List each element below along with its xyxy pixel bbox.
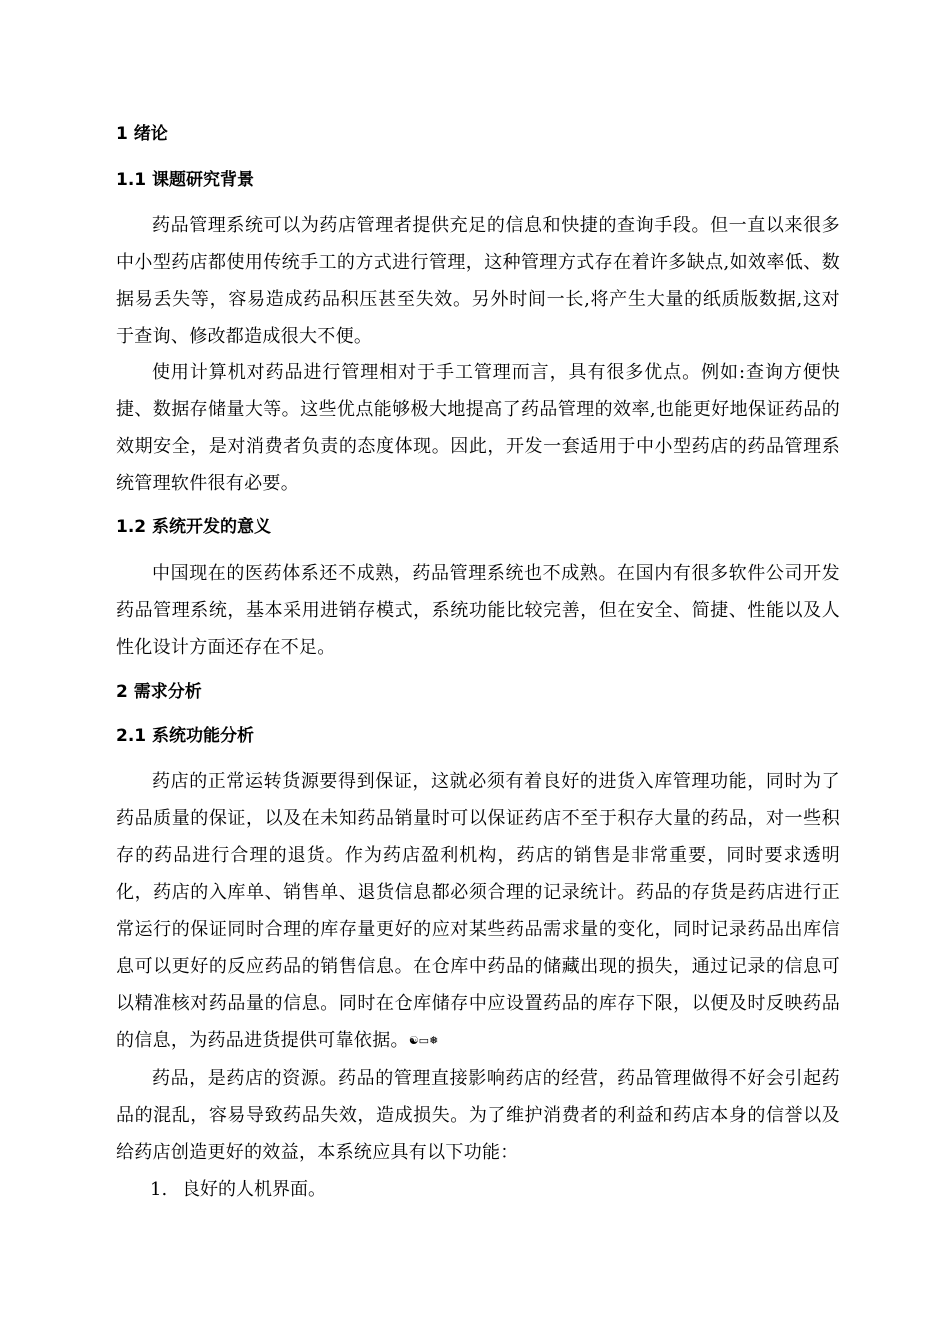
- list-item-number: 1.: [150, 1179, 168, 1200]
- heading-1-2: 1.2 系统开发的意义: [116, 517, 272, 537]
- paragraph-4-text: 药店的正常运转货源要得到保证，这就必须有着良好的进货入库管理功能，同时为了药品质量的保证，以及在未知药品销量时可以保证药店不至于积存大量的药品，对一些积存的药品进行合理的退货。作为药店盈利机构，药店的销售是非常重要，同时要求透明化，药店的入库单、销售单、退货信息都必须合理的记录统计。药品的存货是药店进行正常运行的保证同时合理的库存量更好的应对某些药品需求量的变化，同时记录药品出库信息可以更好的反应药品的销售信息。在仓库中药品的储藏出现的损失，通过记录的信息可以精准核对药品量的信息。同时在仓库储存中应设置药品的库存下限，以便及时反映药品的信息，为药品进货提供可靠依据。: [116, 771, 840, 1051]
- paragraph-4-marks: ☯▭❅: [408, 1034, 439, 1047]
- heading-1: 1 绪论: [116, 124, 168, 144]
- list-item-text: 良好的人机界面。: [182, 1179, 326, 1200]
- list-item: [116, 1171, 840, 1208]
- heading-1-1: 1.1 课题研究背景: [116, 170, 255, 190]
- paragraph-2: 使用计算机对药品进行管理相对于手工管理而言，具有很多优点。例如:查询方便快捷、数据存储量大等。这些优点能够极大地提高了药品管理的效率,也能更好地保证药品的效期安全，是对消费者负责的态度体现。因此，开发一套适用于中小型药店的药品管理系统管理软件很有必要。: [116, 362, 840, 494]
- heading-2: 2 需求分析: [116, 682, 202, 702]
- paragraph-4: [116, 763, 840, 1059]
- heading-2-1: 2.1 系统功能分析: [116, 726, 255, 746]
- paragraph-3: 中国现在的医药体系还不成熟，药品管理系统也不成熟。在国内有很多软件公司开发药品管理系统，基本采用进销存模式，系统功能比较完善，但在安全、简捷、性能以及人性化设计方面还存在不足。: [116, 563, 840, 658]
- paragraph-1: 药品管理系统可以为药店管理者提供充足的信息和快捷的查询手段。但一直以来很多中小型药店都使用传统手工的方式进行管理，这种管理方式存在着许多缺点,如效率低、数据易丢失等，容易造成药品积压甚至失效。另外时间一长,将产生大量的纸质版数据,这对于查询、修改都造成很大不便。: [116, 215, 840, 347]
- paragraph-5: 药品，是药店的资源。药品的管理直接影响药店的经营，药品管理做得不好会引起药品的混乱，容易导致药品失效，造成损失。为了维护消费者的利益和药店本身的信誉以及给药店创造更好的效益，本系统应具有以下功能：: [116, 1068, 840, 1163]
- feature-list: [116, 1171, 840, 1208]
